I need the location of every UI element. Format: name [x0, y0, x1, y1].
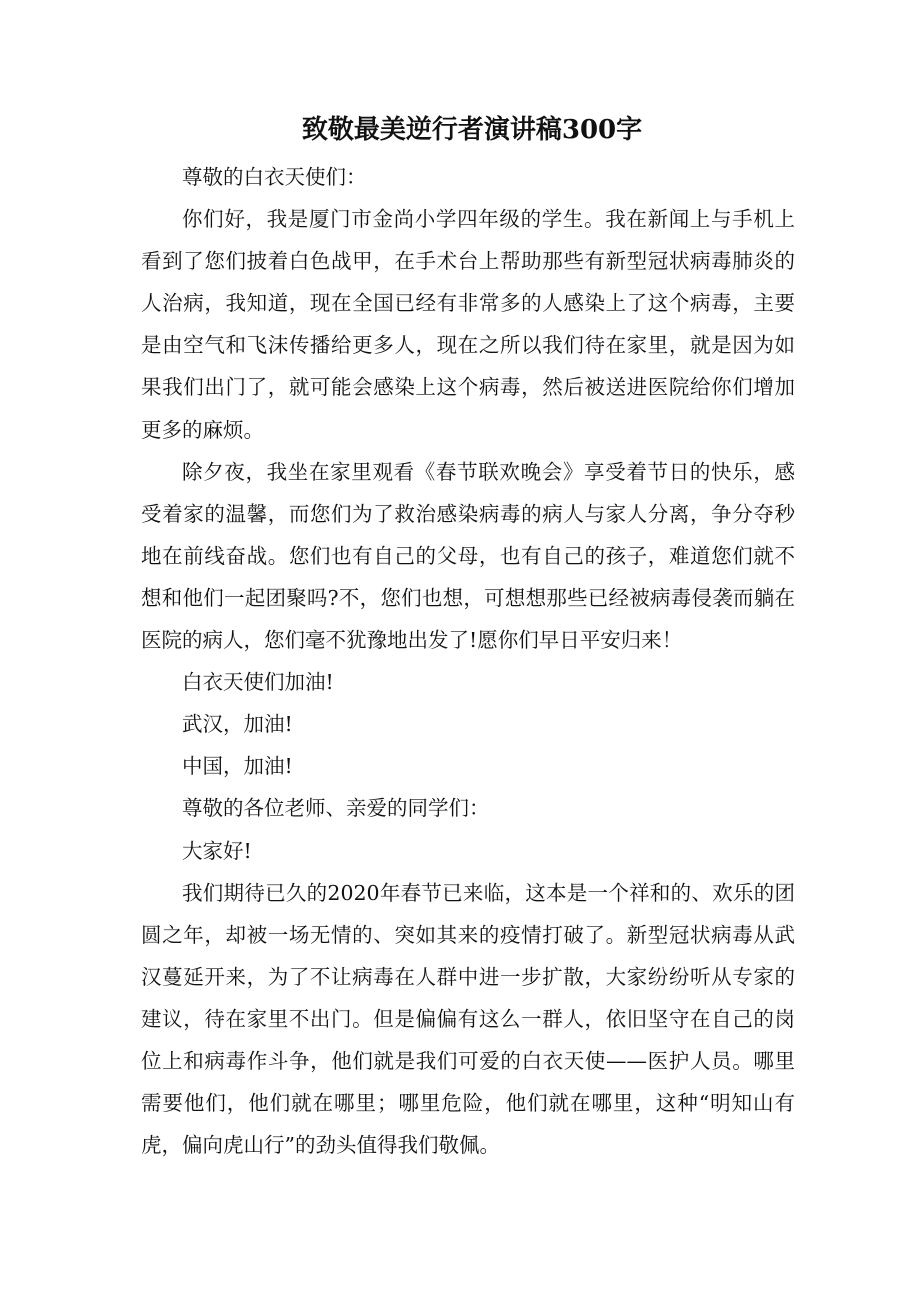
paragraph-salutation-1: 尊敬的白衣天使们： [182, 165, 367, 189]
paragraph-salutation-2: 尊敬的各位老师、亲爱的同学们： [182, 796, 490, 821]
paragraph-spring-festival: 我们期待已久的2020年春节已来临，这本是一个祥和的、欢乐的团圆之年，却被一场无情的、突如其来的疫情打破了。新型冠状病毒从武汉蔓延开来，为了不让病毒在人群中进一步扩散，大家纷纷听从专家的建议，待在家里不出门。但是偏偏有这么一群人，依旧坚守在自己的岗位上和病毒作斗争，他们就是我们可爱的白衣天使——医护人员。哪里需要他们，他们就在哪里；哪里危险，他们就在哪里，这种“明知山有虎，偏向虎山行”的劲头值得我们敬佩。 [141, 880, 795, 1158]
paragraph-new-year-eve: 除夕夜，我坐在家里观看《春节联欢晚会》享受着节日的快乐，感受着家的温馨，而您们为了救治感染病毒的病人与家人分离，争分夺秒地在前线奋战。您们也有自己的父母，也有自己的孩子，难道您们就不想和他们一起团聚吗?不，您们也想，可想想那些已经被病毒侵袭而躺在医院的病人，您们毫不犹豫地出发了!愿你们早日平安归来！ [141, 459, 795, 653]
paragraph-cheer-wuhan: 武汉，加油! [182, 712, 293, 737]
paragraph-cheer-angels: 白衣天使们加油! [182, 670, 334, 695]
document-title: 致敬最美逆行者演讲稿300字 [301, 115, 643, 145]
paragraph-greeting-letter: 你们好，我是厦门市金尚小学四年级的学生。我在新闻上与手机上看到了您们披着白色战甲，在手术台上帮助那些有新型冠状病毒肺炎的人治病，我知道，现在全国已经有非常多的人感染上了这个病毒，主要是由空气和飞沫传播给更多人，现在之所以我们待在家里，就是因为如果我们出门了，就可能会感染上这个病毒，然后被送进医院给你们增加更多的麻烦。 [141, 207, 795, 442]
paragraph-hello-all: 大家好! [182, 838, 252, 863]
document-body [141, 156, 795, 1166]
paragraph-cheer-china: 中国，加油! [182, 754, 293, 779]
